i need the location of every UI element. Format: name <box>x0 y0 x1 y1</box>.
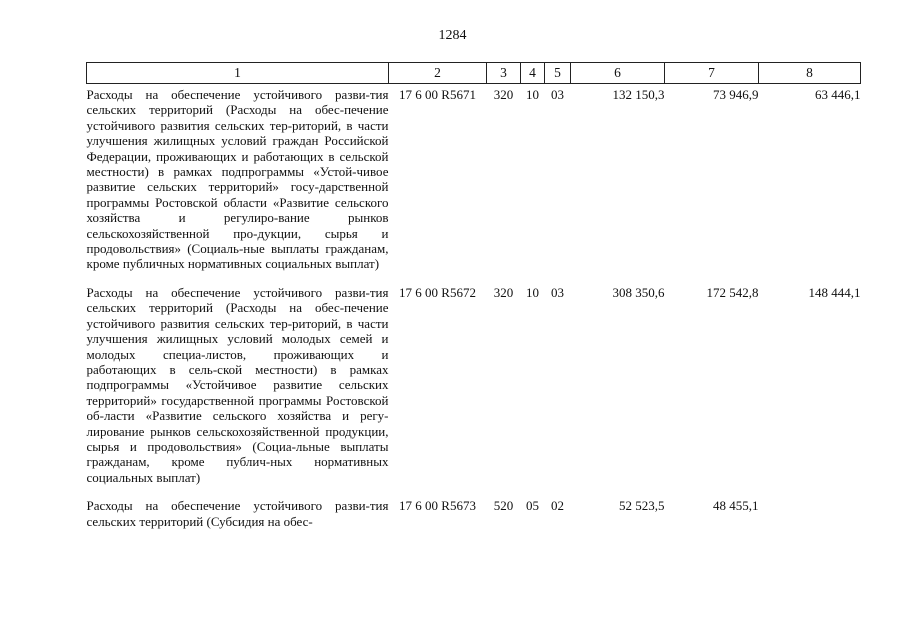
row-c7: 73 946,9 <box>713 87 759 102</box>
row-c3: 320 <box>493 87 514 102</box>
row-c8: 63 446,1 <box>815 87 861 102</box>
column-header: 2 <box>389 63 487 84</box>
column-header: 7 <box>665 63 759 84</box>
column-header: 6 <box>571 63 665 84</box>
row-code: 17 6 00 R5673 <box>399 498 476 514</box>
page-number: 1284 <box>438 28 467 43</box>
header-row <box>87 63 861 84</box>
row-c4: 10 <box>526 87 539 102</box>
column-header: 5 <box>545 63 571 84</box>
row-c5: 03 <box>551 284 564 300</box>
row-code: 17 6 00 R5671 <box>399 87 476 102</box>
row-description-text: Расходы на обеспечение устойчивого разви-тия сельских территорий (Расходы на обес-печение устойчивого развития сельских тер-риторий, в части улучшения жилищных условий граждан Российской Федерации, проживающих и работающих в сельской местности) в рамках подпрограммы «Устой-чивое развитие сельских территорий» госу-дарственной программы Ростовской области «Развитие сельского хозяйства и регулиро-вание рынков сельскохозяйственной про-дукции, сырья и продовольствия» (Социаль-ные выплаты гражданам, кроме публичных нормативных социальных выплат) <box>86 87 389 272</box>
row-c8 <box>759 495 861 539</box>
table-row <box>87 84 861 282</box>
row-c6: 52 523,5 <box>619 498 665 514</box>
row-description-text: Расходы на обеспечение устойчивого разви-тия сельских территорий (Субсидия на обес- <box>86 498 389 529</box>
column-header: 4 <box>521 63 545 84</box>
row-description-text: Расходы на обеспечение устойчивого разви-тия сельских территорий (Расходы на обес-печение устойчивого развития сельских тер-риторий, в части улучшения жилищных условий молодых семей и молодых специа-листов, проживающих и работающих в сель-ской местности) в рамках подпрограммы «Устойчивое развитие сельских территорий» государственной программы Ростовской об-ласти «Развитие сельского хозяйства и регу-лирование рынков сельскохозяйственной продукции, сырья и продовольствия» (Социа-льные выплаты гражданам, кроме публич-ных нормативных социальных выплат) <box>86 284 389 485</box>
row-c4: 05 <box>526 498 539 514</box>
row-c3: 520 <box>493 498 514 514</box>
row-c8: 148 444,1 <box>808 284 861 300</box>
table-row <box>87 282 861 495</box>
budget-table <box>86 62 861 539</box>
row-c5: 02 <box>551 498 564 514</box>
row-description <box>87 282 389 495</box>
row-c4: 10 <box>526 284 539 300</box>
row-description <box>87 84 389 282</box>
row-c6: 308 350,6 <box>612 284 665 300</box>
row-description <box>87 495 389 539</box>
row-c7: 48 455,1 <box>713 498 759 514</box>
column-header: 1 <box>87 63 389 84</box>
row-c7: 172 542,8 <box>706 284 759 300</box>
column-header: 3 <box>487 63 521 84</box>
column-header: 8 <box>759 63 861 84</box>
row-code: 17 6 00 R5672 <box>399 284 476 300</box>
row-c5: 03 <box>551 87 564 102</box>
row-c3: 320 <box>493 284 514 300</box>
table-row <box>87 495 861 539</box>
row-c6: 132 150,3 <box>612 87 665 102</box>
